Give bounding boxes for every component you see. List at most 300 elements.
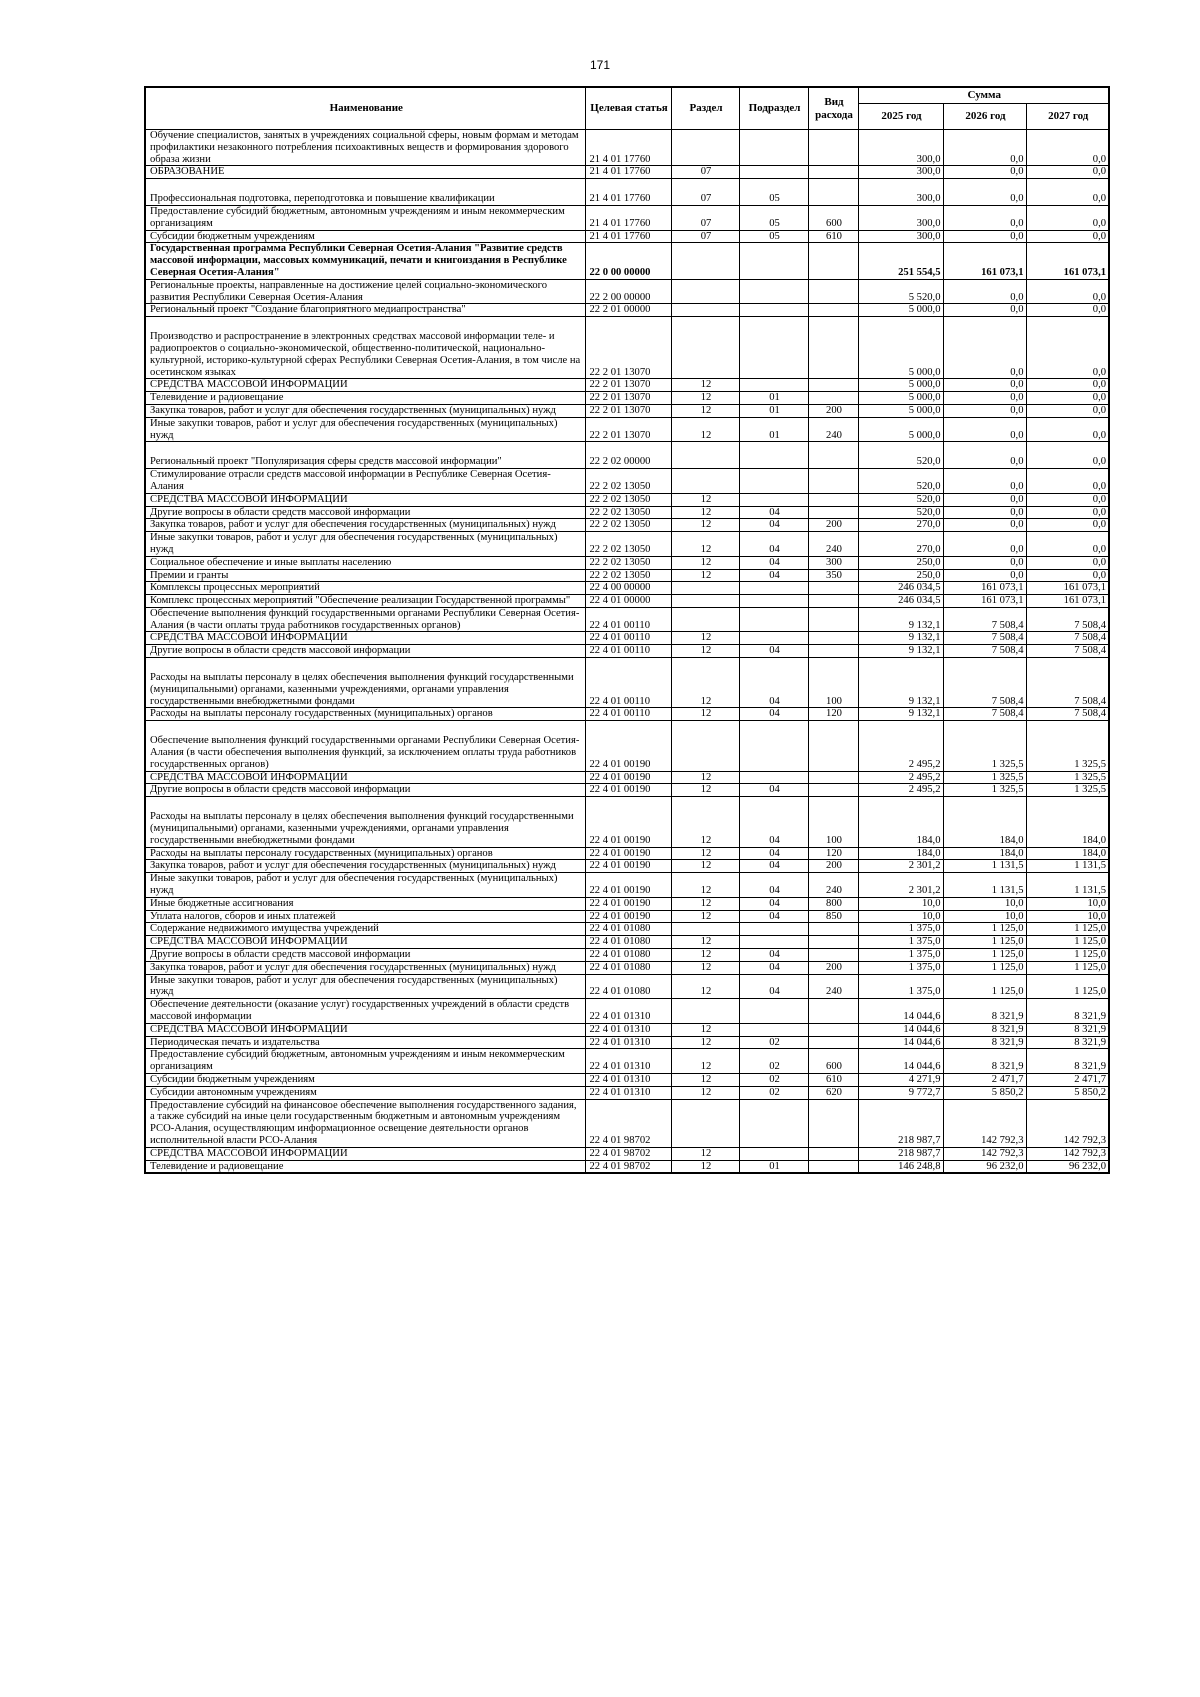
row-sum-2025: 14 044,6 [858, 1023, 943, 1036]
header-sum: Сумма [858, 87, 1109, 104]
row-expense-type [808, 721, 858, 771]
row-name: СРЕДСТВА МАССОВОЙ ИНФОРМАЦИИ [145, 771, 585, 784]
row-sum-2027: 0,0 [1026, 317, 1109, 379]
row-section: 12 [671, 556, 739, 569]
row-sum-2025: 10,0 [858, 897, 943, 910]
row-name: Расходы на выплаты персоналу государственных (муниципальных) органов [145, 847, 585, 860]
row-name: Закупка товаров, работ и услуг для обеспечения государственных (муниципальных) нужд [145, 519, 585, 532]
row-subsection [739, 379, 808, 392]
row-section [671, 595, 739, 608]
row-sum-2027: 0,0 [1026, 469, 1109, 494]
row-subsection: 04 [739, 910, 808, 923]
row-sum-2025: 300,0 [858, 179, 943, 206]
row-expense-type: 100 [808, 797, 858, 847]
row-name: Уплата налогов, сборов и иных платежей [145, 910, 585, 923]
header-year-2025: 2025 год [858, 104, 943, 130]
table-row [145, 897, 1109, 910]
table-row [145, 1036, 1109, 1049]
row-target-code: 22 4 01 01310 [585, 1086, 671, 1099]
row-sum-2026: 1 131,5 [943, 873, 1026, 898]
row-expense-type: 610 [808, 230, 858, 243]
row-target-code: 22 2 02 13050 [585, 506, 671, 519]
row-sum-2025: 2 495,2 [858, 721, 943, 771]
row-sum-2025: 2 495,2 [858, 784, 943, 797]
row-target-code: 21 4 01 17760 [585, 179, 671, 206]
table-row [145, 1049, 1109, 1074]
row-expense-type: 600 [808, 1049, 858, 1074]
row-name: Обеспечение выполнения функций государственными органами Республики Северная Осетия-Алания (в части оплаты труда работников государственных органов) [145, 607, 585, 632]
row-name: Субсидии бюджетным учреждениям [145, 1073, 585, 1086]
row-sum-2027: 1 125,0 [1026, 961, 1109, 974]
row-sum-2027: 0,0 [1026, 532, 1109, 557]
row-sum-2025: 1 375,0 [858, 949, 943, 962]
row-target-code: 22 4 01 01310 [585, 999, 671, 1024]
row-sum-2027: 0,0 [1026, 392, 1109, 405]
row-target-code: 21 4 01 17760 [585, 166, 671, 179]
row-expense-type [808, 392, 858, 405]
row-sum-2025: 146 248,8 [858, 1160, 943, 1173]
table-row [145, 569, 1109, 582]
row-sum-2026: 0,0 [943, 417, 1026, 442]
row-subsection [739, 1147, 808, 1160]
row-sum-2025: 9 132,1 [858, 658, 943, 708]
row-expense-type [808, 1160, 858, 1173]
row-name: Расходы на выплаты персоналу в целях обеспечения выполнения функций государственными (муниципальными) органами, казенными учреждениями, органами управления государственными внебюджетными фондами [145, 797, 585, 847]
row-name: Государственная программа Республики Северная Осетия-Алания "Развитие средств массовой информации, массовых коммуникаций, печати и книгоиздания в Республике Северная Осетия-Алания" [145, 243, 585, 279]
row-name: Расходы на выплаты персоналу государственных (муниципальных) органов [145, 708, 585, 721]
row-sum-2025: 246 034,5 [858, 582, 943, 595]
row-subsection: 01 [739, 417, 808, 442]
row-sum-2025: 5 000,0 [858, 417, 943, 442]
row-section: 12 [671, 949, 739, 962]
row-subsection: 04 [739, 556, 808, 569]
row-expense-type: 120 [808, 847, 858, 860]
row-expense-type [808, 379, 858, 392]
row-section: 12 [671, 873, 739, 898]
row-section: 12 [671, 847, 739, 860]
row-subsection [739, 279, 808, 304]
row-section: 12 [671, 784, 739, 797]
table-row [145, 1073, 1109, 1086]
row-target-code: 22 2 02 13050 [585, 519, 671, 532]
row-name: Другие вопросы в области средств массовой информации [145, 506, 585, 519]
row-target-code: 22 2 01 13070 [585, 392, 671, 405]
row-expense-type [808, 582, 858, 595]
row-sum-2027: 1 125,0 [1026, 923, 1109, 936]
table-row [145, 532, 1109, 557]
row-name: Другие вопросы в области средств массовой информации [145, 784, 585, 797]
row-name: Обучение специалистов, занятых в учреждениях социальной сферы, новым формам и методам профилактики незаконного потребления психоактивных веществ и формирования здорового образа жизни [145, 130, 585, 166]
row-section [671, 304, 739, 317]
row-section: 12 [671, 532, 739, 557]
row-sum-2027: 0,0 [1026, 519, 1109, 532]
row-name: Иные закупки товаров, работ и услуг для обеспечения государственных (муниципальных) нужд [145, 974, 585, 999]
row-expense-type [808, 442, 858, 469]
row-target-code: 22 4 01 00190 [585, 797, 671, 847]
table-header [145, 87, 1109, 130]
row-name: Иные бюджетные ассигнования [145, 897, 585, 910]
row-sum-2026: 0,0 [943, 317, 1026, 379]
row-expense-type: 240 [808, 974, 858, 999]
row-target-code: 22 4 01 00190 [585, 847, 671, 860]
row-section: 12 [671, 1049, 739, 1074]
row-expense-type [808, 493, 858, 506]
row-expense-type [808, 317, 858, 379]
row-subsection: 04 [739, 784, 808, 797]
row-sum-2025: 14 044,6 [858, 1036, 943, 1049]
table-row [145, 469, 1109, 494]
row-sum-2027: 184,0 [1026, 797, 1109, 847]
table-row [145, 130, 1109, 166]
row-section: 12 [671, 910, 739, 923]
row-name: Профессиональная подготовка, переподготовка и повышение квалификации [145, 179, 585, 206]
row-sum-2027: 161 073,1 [1026, 243, 1109, 279]
row-sum-2026: 161 073,1 [943, 243, 1026, 279]
row-sum-2026: 2 471,7 [943, 1073, 1026, 1086]
row-target-code: 22 4 01 01310 [585, 1023, 671, 1036]
row-section: 12 [671, 1160, 739, 1173]
row-section: 12 [671, 506, 739, 519]
row-target-code: 21 4 01 17760 [585, 230, 671, 243]
row-section: 12 [671, 936, 739, 949]
row-name: Комплекс процессных мероприятий "Обеспечение реализации Государственной программы" [145, 595, 585, 608]
row-section: 12 [671, 1036, 739, 1049]
row-expense-type: 120 [808, 708, 858, 721]
row-name: Обеспечение деятельности (оказание услуг) государственных учреждений в области средств массовой информации [145, 999, 585, 1024]
row-sum-2026: 0,0 [943, 532, 1026, 557]
row-sum-2025: 9 772,7 [858, 1086, 943, 1099]
row-subsection [739, 607, 808, 632]
row-name: Стимулирование отрасли средств массовой информации в Республике Северная Осетия-Алания [145, 469, 585, 494]
row-expense-type [808, 771, 858, 784]
row-sum-2025: 5 000,0 [858, 379, 943, 392]
row-section [671, 1099, 739, 1147]
row-target-code: 22 4 01 00110 [585, 708, 671, 721]
row-name: Содержание недвижимого имущества учреждений [145, 923, 585, 936]
table-row [145, 519, 1109, 532]
row-subsection [739, 936, 808, 949]
row-sum-2027: 8 321,9 [1026, 1036, 1109, 1049]
row-sum-2027: 0,0 [1026, 230, 1109, 243]
row-subsection: 04 [739, 645, 808, 658]
row-sum-2026: 184,0 [943, 797, 1026, 847]
table-row [145, 556, 1109, 569]
row-name: СРЕДСТВА МАССОВОЙ ИНФОРМАЦИИ [145, 1023, 585, 1036]
row-section: 12 [671, 1086, 739, 1099]
row-name: Иные закупки товаров, работ и услуг для обеспечения государственных (муниципальных) нужд [145, 417, 585, 442]
row-name: Предоставление субсидий бюджетным, автономным учреждениям и иным некоммерческим организациям [145, 205, 585, 230]
row-sum-2027: 1 125,0 [1026, 949, 1109, 962]
row-section: 12 [671, 961, 739, 974]
row-sum-2026: 0,0 [943, 404, 1026, 417]
row-sum-2027: 184,0 [1026, 847, 1109, 860]
row-sum-2025: 300,0 [858, 130, 943, 166]
row-section: 12 [671, 417, 739, 442]
table-row [145, 442, 1109, 469]
row-sum-2027: 96 232,0 [1026, 1160, 1109, 1173]
row-name: Премии и гранты [145, 569, 585, 582]
row-expense-type [808, 506, 858, 519]
row-section: 12 [671, 392, 739, 405]
row-sum-2027: 1 131,5 [1026, 860, 1109, 873]
row-name: СРЕДСТВА МАССОВОЙ ИНФОРМАЦИИ [145, 936, 585, 949]
row-sum-2027: 0,0 [1026, 404, 1109, 417]
row-sum-2027: 1 125,0 [1026, 974, 1109, 999]
header-subsection: Подраздел [739, 87, 808, 130]
row-sum-2026: 1 125,0 [943, 961, 1026, 974]
row-subsection [739, 130, 808, 166]
row-sum-2026: 1 325,5 [943, 771, 1026, 784]
row-name: Телевидение и радиовещание [145, 392, 585, 405]
row-sum-2025: 2 301,2 [858, 873, 943, 898]
row-sum-2025: 2 301,2 [858, 860, 943, 873]
row-sum-2026: 0,0 [943, 493, 1026, 506]
row-sum-2025: 270,0 [858, 519, 943, 532]
table-row [145, 1086, 1109, 1099]
row-subsection [739, 632, 808, 645]
table-row [145, 317, 1109, 379]
row-sum-2026: 0,0 [943, 569, 1026, 582]
row-target-code: 22 4 01 00110 [585, 632, 671, 645]
row-section: 12 [671, 519, 739, 532]
row-section: 12 [671, 645, 739, 658]
row-expense-type: 350 [808, 569, 858, 582]
header-expense-type: Вид расхода [808, 87, 858, 130]
row-section [671, 923, 739, 936]
row-sum-2027: 8 321,9 [1026, 999, 1109, 1024]
row-sum-2027: 161 073,1 [1026, 582, 1109, 595]
header-section: Раздел [671, 87, 739, 130]
row-subsection [739, 493, 808, 506]
row-section [671, 130, 739, 166]
row-name: СРЕДСТВА МАССОВОЙ ИНФОРМАЦИИ [145, 1147, 585, 1160]
row-name: Закупка товаров, работ и услуг для обеспечения государственных (муниципальных) нужд [145, 404, 585, 417]
table-row [145, 658, 1109, 708]
table-row [145, 1099, 1109, 1147]
table-row [145, 582, 1109, 595]
row-sum-2026: 7 508,4 [943, 632, 1026, 645]
row-sum-2026: 8 321,9 [943, 999, 1026, 1024]
row-target-code: 22 4 01 00190 [585, 721, 671, 771]
row-section: 12 [671, 771, 739, 784]
table-row [145, 873, 1109, 898]
row-expense-type [808, 632, 858, 645]
row-sum-2027: 0,0 [1026, 417, 1109, 442]
row-sum-2026: 0,0 [943, 469, 1026, 494]
row-sum-2025: 300,0 [858, 205, 943, 230]
row-target-code: 22 4 01 00190 [585, 784, 671, 797]
row-sum-2026: 8 321,9 [943, 1023, 1026, 1036]
row-sum-2026: 184,0 [943, 847, 1026, 860]
row-target-code: 22 2 02 00000 [585, 442, 671, 469]
row-sum-2026: 142 792,3 [943, 1099, 1026, 1147]
row-sum-2025: 5 000,0 [858, 392, 943, 405]
row-sum-2026: 1 131,5 [943, 860, 1026, 873]
row-target-code: 22 2 01 13070 [585, 417, 671, 442]
table-row [145, 708, 1109, 721]
row-subsection [739, 243, 808, 279]
row-name: Периодическая печать и издательства [145, 1036, 585, 1049]
row-target-code: 22 4 01 01310 [585, 1049, 671, 1074]
row-section: 12 [671, 658, 739, 708]
row-expense-type: 800 [808, 897, 858, 910]
row-sum-2026: 0,0 [943, 392, 1026, 405]
row-sum-2026: 1 125,0 [943, 936, 1026, 949]
row-sum-2026: 0,0 [943, 179, 1026, 206]
row-subsection: 04 [739, 949, 808, 962]
row-subsection [739, 1023, 808, 1036]
row-sum-2025: 184,0 [858, 847, 943, 860]
row-name: Региональный проект "Создание благоприятного медиапространства" [145, 304, 585, 317]
row-sum-2025: 218 987,7 [858, 1099, 943, 1147]
table-row [145, 404, 1109, 417]
row-subsection [739, 317, 808, 379]
row-target-code: 22 2 02 13050 [585, 532, 671, 557]
row-target-code: 22 4 01 00110 [585, 645, 671, 658]
table-row [145, 860, 1109, 873]
row-name: Предоставление субсидий бюджетным, автономным учреждениям и иным некоммерческим организациям [145, 1049, 585, 1074]
row-sum-2026: 10,0 [943, 910, 1026, 923]
row-sum-2027: 5 850,2 [1026, 1086, 1109, 1099]
row-subsection: 01 [739, 1160, 808, 1173]
row-section [671, 582, 739, 595]
row-expense-type: 240 [808, 532, 858, 557]
row-expense-type [808, 279, 858, 304]
row-sum-2027: 7 508,4 [1026, 658, 1109, 708]
row-sum-2025: 5 000,0 [858, 317, 943, 379]
row-subsection: 04 [739, 961, 808, 974]
row-section [671, 721, 739, 771]
row-expense-type [808, 304, 858, 317]
row-target-code: 22 4 00 00000 [585, 582, 671, 595]
row-expense-type: 200 [808, 519, 858, 532]
row-expense-type [808, 166, 858, 179]
row-section: 12 [671, 379, 739, 392]
header-code: Целевая статья [585, 87, 671, 130]
row-section: 12 [671, 569, 739, 582]
row-expense-type [808, 1147, 858, 1160]
table-row [145, 417, 1109, 442]
row-sum-2025: 4 271,9 [858, 1073, 943, 1086]
row-subsection [739, 469, 808, 494]
row-subsection: 01 [739, 392, 808, 405]
row-sum-2025: 5 000,0 [858, 304, 943, 317]
table-row [145, 230, 1109, 243]
row-target-code: 22 0 00 00000 [585, 243, 671, 279]
row-subsection [739, 582, 808, 595]
row-sum-2026: 0,0 [943, 379, 1026, 392]
row-sum-2027: 0,0 [1026, 379, 1109, 392]
row-target-code: 22 4 01 98702 [585, 1147, 671, 1160]
row-sum-2026: 7 508,4 [943, 658, 1026, 708]
row-subsection: 02 [739, 1073, 808, 1086]
row-sum-2027: 7 508,4 [1026, 632, 1109, 645]
header-year-2027: 2027 год [1026, 104, 1109, 130]
row-section [671, 999, 739, 1024]
table-row [145, 847, 1109, 860]
row-target-code: 22 4 01 00110 [585, 607, 671, 632]
row-sum-2027: 2 471,7 [1026, 1073, 1109, 1086]
row-sum-2025: 9 132,1 [858, 632, 943, 645]
row-expense-type: 240 [808, 417, 858, 442]
row-target-code: 22 4 01 01310 [585, 1073, 671, 1086]
row-sum-2025: 1 375,0 [858, 961, 943, 974]
row-target-code: 22 2 00 00000 [585, 279, 671, 304]
row-sum-2026: 0,0 [943, 556, 1026, 569]
row-expense-type [808, 949, 858, 962]
row-sum-2025: 5 000,0 [858, 404, 943, 417]
row-sum-2026: 1 325,5 [943, 784, 1026, 797]
row-target-code: 22 4 01 98702 [585, 1099, 671, 1147]
table-row [145, 379, 1109, 392]
row-name: Закупка товаров, работ и услуг для обеспечения государственных (муниципальных) нужд [145, 860, 585, 873]
table-row [145, 632, 1109, 645]
row-target-code: 22 2 02 13050 [585, 493, 671, 506]
row-section: 12 [671, 1023, 739, 1036]
row-target-code: 22 4 01 00110 [585, 658, 671, 708]
row-name: Производство и распространение в электронных средствах массовой информации теле- и радиопроектов о социально-экономической, общественно-политической, национально-культурной, историко-культурной сферах Республики Северная Осетия-Алания, в том числе на осетинском языках [145, 317, 585, 379]
row-subsection: 04 [739, 658, 808, 708]
row-sum-2025: 1 375,0 [858, 923, 943, 936]
row-sum-2026: 1 125,0 [943, 949, 1026, 962]
row-sum-2026: 5 850,2 [943, 1086, 1026, 1099]
row-subsection: 04 [739, 860, 808, 873]
row-section: 12 [671, 632, 739, 645]
row-sum-2027: 142 792,3 [1026, 1147, 1109, 1160]
row-sum-2026: 7 508,4 [943, 645, 1026, 658]
row-sum-2026: 7 508,4 [943, 607, 1026, 632]
row-sum-2027: 1 325,5 [1026, 771, 1109, 784]
row-target-code: 22 2 01 13070 [585, 379, 671, 392]
row-section [671, 469, 739, 494]
row-subsection: 04 [739, 847, 808, 860]
row-target-code: 22 2 01 00000 [585, 304, 671, 317]
row-sum-2026: 10,0 [943, 897, 1026, 910]
row-expense-type: 850 [808, 910, 858, 923]
row-target-code: 22 4 01 98702 [585, 1160, 671, 1173]
row-subsection [739, 923, 808, 936]
table-row [145, 279, 1109, 304]
row-sum-2027: 0,0 [1026, 179, 1109, 206]
row-expense-type [808, 130, 858, 166]
row-subsection: 04 [739, 506, 808, 519]
table-row [145, 721, 1109, 771]
row-target-code: 22 4 01 00190 [585, 910, 671, 923]
row-sum-2025: 250,0 [858, 556, 943, 569]
row-sum-2026: 0,0 [943, 279, 1026, 304]
row-target-code: 22 4 01 01080 [585, 961, 671, 974]
row-name: СРЕДСТВА МАССОВОЙ ИНФОРМАЦИИ [145, 379, 585, 392]
row-sum-2026: 0,0 [943, 304, 1026, 317]
row-section: 12 [671, 897, 739, 910]
table-row [145, 797, 1109, 847]
header-name: Наименование [145, 87, 585, 130]
row-name: Другие вопросы в области средств массовой информации [145, 949, 585, 962]
row-expense-type: 200 [808, 860, 858, 873]
budget-table [144, 86, 1110, 1174]
row-subsection: 04 [739, 708, 808, 721]
row-expense-type [808, 595, 858, 608]
row-name: Субсидии автономным учреждениям [145, 1086, 585, 1099]
row-sum-2025: 300,0 [858, 166, 943, 179]
row-sum-2025: 251 554,5 [858, 243, 943, 279]
row-name: Телевидение и радиовещание [145, 1160, 585, 1173]
row-section [671, 442, 739, 469]
row-subsection: 01 [739, 404, 808, 417]
row-section [671, 317, 739, 379]
row-sum-2025: 1 375,0 [858, 936, 943, 949]
row-section: 07 [671, 166, 739, 179]
